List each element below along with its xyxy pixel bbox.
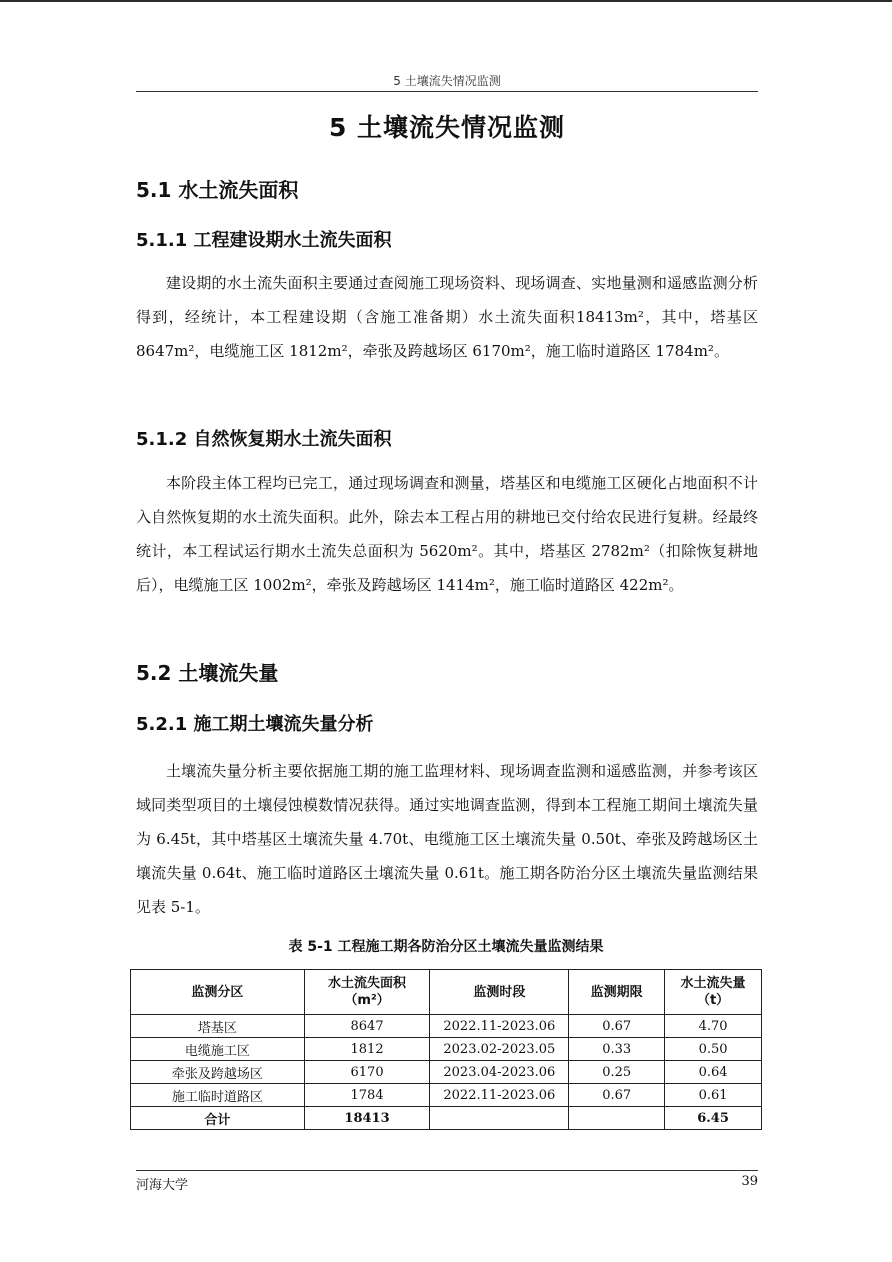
header-zone: 监测分区 — [131, 970, 305, 1015]
cell-area: 1812 — [304, 1038, 430, 1061]
header-area-line2: （m²） — [344, 993, 390, 1008]
soil-loss-table — [130, 969, 762, 1130]
header-loss-line2: （t） — [696, 993, 730, 1008]
top-border — [0, 0, 892, 2]
running-header: 5 土壤流失情况监测 — [393, 74, 501, 88]
paragraph-construction-area: 建设期的水土流失面积主要通过查阅施工现场资料、现场调查、实地量测和遥感监测分析得到，经统计，本工程建设期（含施工准备期）水土流失面积18413m²，其中，塔基区 8647m²，电缆施工区 1812m²，牵张及跨越场区 6170m²，施工临时道路区 1784m²。 — [136, 274, 758, 360]
section-heading-5-1: 5.1 水土流失面积 — [136, 178, 299, 202]
section-heading-5-2-1: 5.2.1 施工期土壤流失量分析 — [136, 714, 374, 735]
header-term: 监测期限 — [569, 970, 665, 1015]
header-loss — [665, 970, 762, 1015]
table-caption: 表 5-1 工程施工期各防治分区土壤流失量监测结果 — [288, 939, 604, 955]
cell-term: 0.67 — [569, 1015, 665, 1038]
page-number: 39 — [741, 1174, 758, 1189]
table-row — [131, 1061, 762, 1084]
chapter-title: 5 土壤流失情况监测 — [328, 113, 566, 142]
total-loss: 6.45 — [665, 1107, 762, 1130]
total-period — [430, 1107, 569, 1130]
table-row — [131, 1084, 762, 1107]
total-term — [569, 1107, 665, 1130]
paragraph-soil-loss: 土壤流失量分析主要依据施工期的施工监理材料、现场调查监测和遥感监测，并参考该区域同类型项目的土壤侵蚀模数情况获得。通过实地调查监测，得到本工程施工期间土壤流失量为 6.45t，其中塔基区土壤流失量 4.70t、电缆施工区土壤流失量 0.50t、牵张及跨越场区土壤流失量 0.64t、施工临时道路区土壤流失量 0.61t。施工期各防治分区土壤流失量监测结果见表 5-1。 — [136, 762, 758, 916]
cell-period: 2023.04-2023.06 — [430, 1061, 569, 1084]
table-header-row — [131, 970, 762, 1015]
section-heading-5-2: 5.2 土壤流失量 — [136, 661, 279, 685]
section-heading-5-1-1: 5.1.1 工程建设期水土流失面积 — [136, 230, 392, 251]
footer-rule — [136, 1170, 758, 1171]
table-row — [131, 1038, 762, 1061]
cell-loss: 0.61 — [665, 1084, 762, 1107]
cell-zone: 牵张及跨越场区 — [131, 1061, 305, 1084]
cell-loss: 0.50 — [665, 1038, 762, 1061]
paragraph-recovery-area: 本阶段主体工程均已完工，通过现场调查和测量，塔基区和电缆施工区硬化占地面积不计入自然恢复期的水土流失面积。此外，除去本工程占用的耕地已交付给农民进行复耕。经最终统计，本工程试运行期水土流失总面积为 5620m²。其中，塔基区 2782m²（扣除恢复耕地后），电缆施工区 1002m²，牵张及跨越场区 1414m²，施工临时道路区 422m²。 — [136, 474, 758, 594]
cell-term: 0.33 — [569, 1038, 665, 1061]
header-area — [304, 970, 430, 1015]
header-area-line1: 水土流失面积 — [328, 976, 407, 991]
cell-period: 2022.11-2023.06 — [430, 1015, 569, 1038]
cell-loss: 4.70 — [665, 1015, 762, 1038]
section-heading-5-1-2: 5.1.2 自然恢复期水土流失面积 — [136, 429, 392, 450]
footer-institution: 河海大学 — [136, 1178, 189, 1193]
cell-loss: 0.64 — [665, 1061, 762, 1084]
cell-zone: 电缆施工区 — [131, 1038, 305, 1061]
cell-area: 6170 — [304, 1061, 430, 1084]
header-rule — [136, 91, 758, 92]
table-total-row — [131, 1107, 762, 1130]
cell-term: 0.67 — [569, 1084, 665, 1107]
cell-area: 1784 — [304, 1084, 430, 1107]
total-area: 18413 — [304, 1107, 430, 1130]
cell-area: 8647 — [304, 1015, 430, 1038]
cell-period: 2023.02-2023.05 — [430, 1038, 569, 1061]
cell-term: 0.25 — [569, 1061, 665, 1084]
header-period: 监测时段 — [430, 970, 569, 1015]
cell-zone: 施工临时道路区 — [131, 1084, 305, 1107]
cell-period: 2022.11-2023.06 — [430, 1084, 569, 1107]
header-loss-line1: 水土流失量 — [680, 976, 746, 991]
total-label: 合计 — [131, 1107, 305, 1130]
cell-zone: 塔基区 — [131, 1015, 305, 1038]
table-row — [131, 1015, 762, 1038]
